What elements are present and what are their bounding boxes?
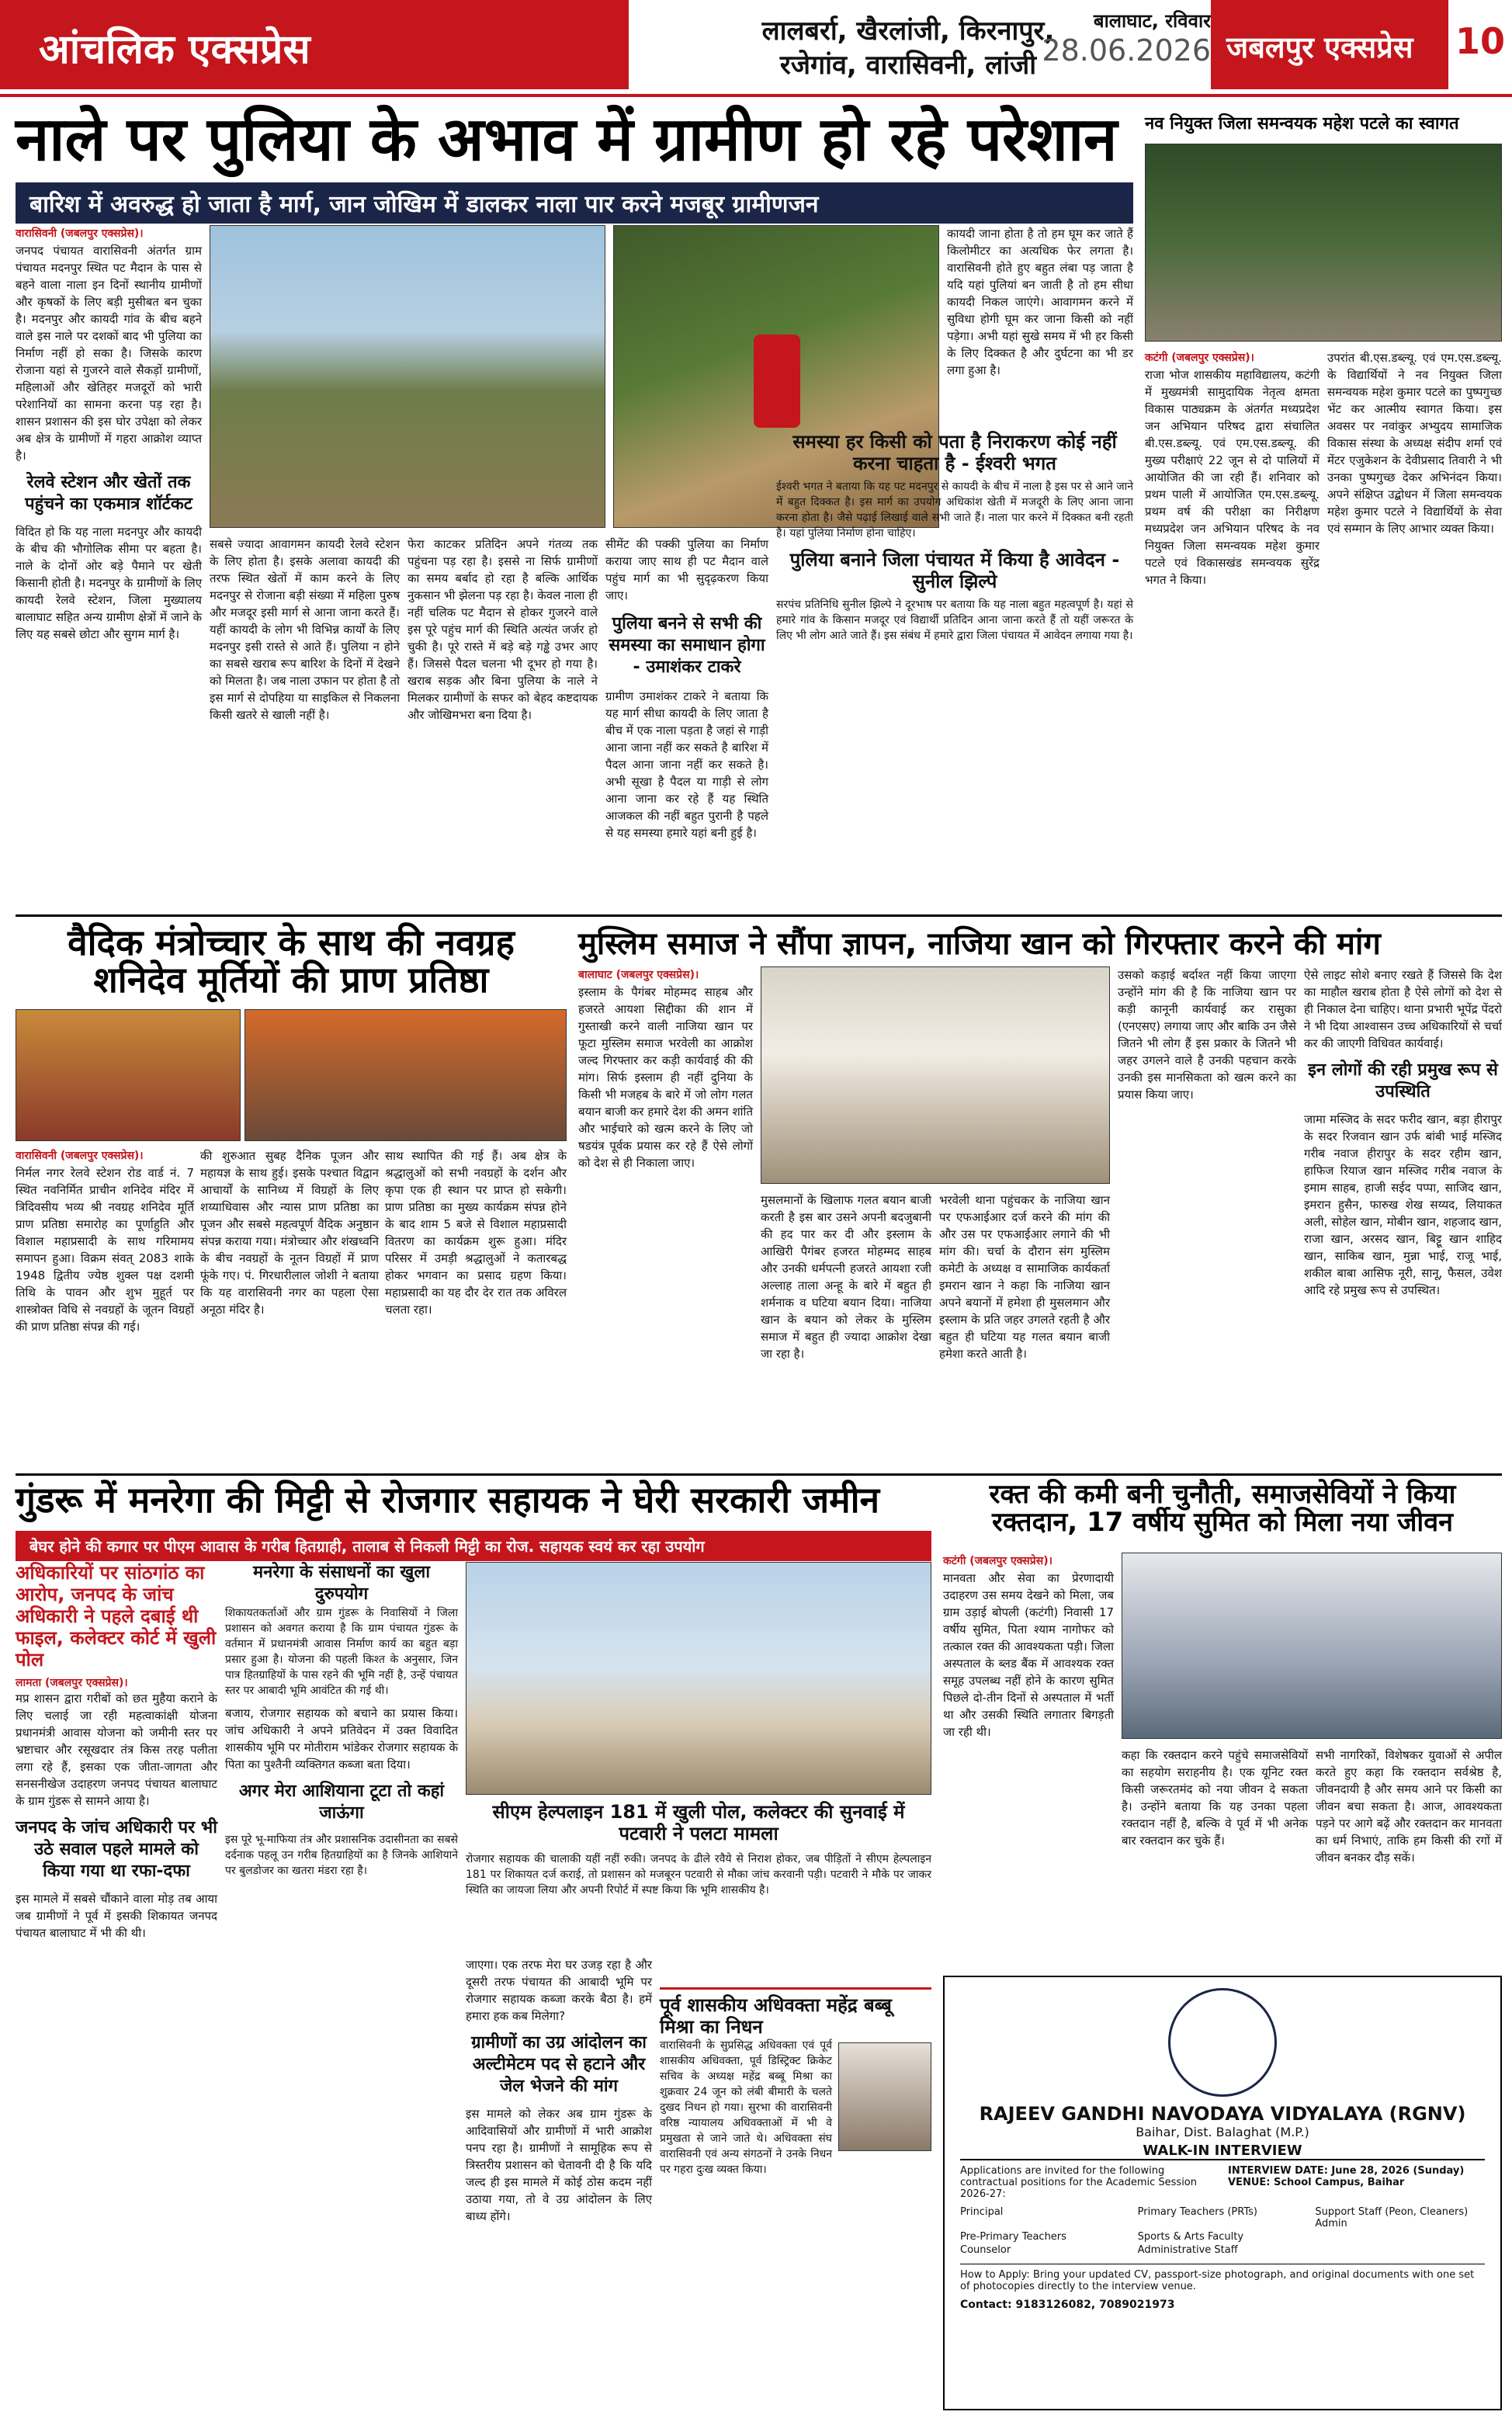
- welcome-body-1: राजा भोज शासकीय महाविद्यालय, कटंगी में मुख्यमंत्री सामुदायिक नेतृत्व क्षमता विकास पाठ्यक्रम के अंतर्गत मध्यप्रदेश जन अभियान परिषद द्वारा संचालित बी.एस.डब्ल्यू. एवं एम.एस.डब्ल्यू. की मुख्य परीक्षाएं 22 जून से दो पालियों में आयोजित की जा रही हैं। शनिवार को प्रथम पाली में आयोजित एम.एस.डब्ल्यू. प्रथम वर्ष की परीक्षा का निरीक्षण मध्यप्रदेश जन अभियान परिषद के नव नियुक्त जिला समन्वयक महेश कुमार पटले एवं विकासखंड समन्वयक सुरेंद्र भगत ने किया।: [1145, 368, 1320, 587]
- ad-info-row: [960, 2165, 1485, 2200]
- story1-column-4-group: [605, 536, 768, 841]
- section-divider: [16, 914, 1502, 917]
- shani-headline-line-1: वैदिक मंत्रोच्चार के साथ की नवग्रह: [68, 921, 515, 963]
- gundru-photo: [466, 1562, 931, 1795]
- shani-headline-line-2: शनिदेव मूर्तियों की प्राण प्रतिष्ठा: [93, 959, 489, 1001]
- ad-positions-list: [960, 2206, 1485, 2256]
- ad-contact: Contact: 9183126082, 7089021973: [960, 2299, 1175, 2311]
- ad-position: Primary Teachers (PRTs): [1137, 2206, 1257, 2218]
- gundru-column-1: [16, 1562, 217, 1941]
- gundru-col2-heading: मनरेगा के संसाधनों का खुला दुरुपयोग: [252, 1563, 431, 1604]
- issue-date: 28.06.2026: [1042, 33, 1211, 68]
- muslim-column-1: [578, 966, 753, 1171]
- ad-interview-date: INTERVIEW DATE: June 28, 2026 (Sunday): [1228, 2165, 1465, 2177]
- gundru-body-3: जाएगा। एक तरफ मेरा घर उजड़ रहा है और दूसरी तरफ पंचायत की आबादी भूमि पर रोजगार सहायक कब्जा करके बैठा है। हमें हमारा हक कब मिलेगा?: [466, 1958, 652, 2023]
- gundru-photo-caption: सीएम हेल्पलाइन 181 में खुली पोल, कलेक्टर की सुनवाई में पटवारी ने पलटा मामला: [492, 1801, 905, 1844]
- gundru-column-2: [225, 1562, 458, 1879]
- ad-position: Administrative Staff: [1137, 2244, 1238, 2256]
- story1-column-3: फेरा काटकर प्रतिदिन अपने गंतव्य तक पहुंचना पड़ रहा है। इससे ना सिर्फ ग्रामीणों का समय बर्बाद हो रहा है बल्कि आर्थिक नुकसान भी झेलना पड़ रहा है। केवल नाला ही नहीं चलिक पट मैदान से होकर गुजरने वाले इस पूरे पहुंच मार्ग की स्थिति अत्यंत जर्जर हो चुकी है। पूरे रास्ते में बड़े बड़े गड्ढे उभर आए हैं। जिससे पैदल चलना भी दूभर हो गया है। खराब सड़क और बिना पुलिया के नाले ने मिलकर ग्रामीणों के सफर को बेहद कष्टदायक और जोखिमभरा बना दिया है।: [407, 537, 598, 722]
- story1-box-2: [776, 431, 1133, 644]
- shani-photo-1: [16, 1009, 241, 1141]
- welcome-headline: नव नियुक्त जिला समन्वयक महेश पटले का स्वागत: [1145, 114, 1459, 134]
- ad-position: Support Staff (Peon, Cleaners) Admin: [1315, 2206, 1469, 2229]
- story1-subhead: बारिश में अवरुद्ध हो जाता है मार्ग, जान जोखिम में डालकर नाला पार करने मजबूर ग्रामीणजन: [16, 182, 1133, 224]
- muslim-subheading: इन लोगों की रही प्रमुख रूप से उपस्थिति: [1308, 1060, 1498, 1102]
- blood-body-1: मानवता और सेवा का प्रेरणादायी उदाहरण उस समय देखने को मिला, जब ग्राम उड़ाई बोपली (कटंगी) निवासी 17 वर्षीय सुमित, पिता श्याम नागोफर को तत्काल रक्त की आवश्यकता पड़ी। जिला अस्पताल के ब्लड बैंक में आवश्यक रक्त समूह उपलब्ध नहीं होने के कारण सुमित पिछले दो-तीन दिनों से अस्पताल में भर्ती था और उसकी स्थिति लगातार बिगड़ती जा रही थी।: [943, 1571, 1114, 1739]
- story1-column-5: कायदी जाना होता है तो हम घूम कर जाते हैं किलोमीटर का अत्यधिक फेर लगता है। वारासिवनी होते हुए बहुत लंबा पड़ जाता है यदि यहां पुलियां बन जाती है तो हम सीधा कायदी निकल जाएंगे। आवागमन करने में सुविधा होगी घूम कर जाना किसी को नहीं पड़ेगा। अभी यहां सुखे समय में भी हर किसी के लिए दिक्कत है और दुर्घटना का भी डर लगा हुआ है।: [947, 227, 1133, 377]
- shani-photo-2: [244, 1009, 567, 1141]
- obituary-photo: [838, 2042, 931, 2151]
- story1-subheading: रेलवे स्टेशन और खेतों तक पहुंचने का एकमात्र शॉर्टकट: [25, 473, 192, 514]
- box1-body: ग्रामीण उमाशंकर टाकरे ने बताया कि यह मार्ग सीधा कायदी के लिए जाता है बीच में एक नाला पड़ता है जहां से गाड़ी आना जाना नहीं कर सकते है बारिश में पैदल आना जाना नहीं कर सकते है। अभी सूखा है पैदल या गाड़ी से लोग आना जाना कर रहे हैं यह स्थिति आजकल की नहीं बहुत पुरानी है पहले से यह समस्या हमारे यहां बनी हुई है।: [605, 689, 768, 840]
- blood-column-3: सभी नागरिकों, विशेषकर युवाओं से अपील करते हुए कहा कि रक्तदान सर्वश्रेष्ठ है, जीवनदायी है और समय आने पर किसी का जीवन बचा सकता है। आज, आवश्यकता पड़ने पर आगे बढ़ें और रक्तदान कर मानवता का धर्म निभाएं, ताकि हम किसी की रगों में जीवन बनकर दौड़ सकें।: [1316, 1748, 1502, 1865]
- dateline-city: बालाघाट, रविवार: [1093, 10, 1211, 32]
- box1-heading: पुलिया बनने से सभी की समस्या का समाधान होगा - उमाशंकर टाकरे: [609, 614, 765, 677]
- box2-body: ईश्वरी भगत ने बताया कि यह पट मदनपुर से कायदी के बीच में नाला है इस पर से आने जाने में बहुत दिक्कत है। इस मार्ग का उपयोग अधिकांश खेती में मजदूरी के लिए आना जाना करना होता है। जैसे पढ़ाई लिखाई वाले सभी जाते हैं। नाला पार करने में दिक्कत बनी रहती है। यहां पुलिया निर्माण होना चाहिए।: [776, 481, 1133, 540]
- shani-column-1: [16, 1147, 194, 1335]
- ad-title: WALK-IN INTERVIEW: [960, 2143, 1485, 2160]
- gundru-body-3b: इस मामले को लेकर अब ग्राम गुंडरू के आदिवासियों और ग्रामीणों में भारी आक्रोश पनप रहा है। ग्रामीणों ने सामूहिक रूप से त्रिस्तरीय प्रशासन को चेतावनी दी है कि यदि जल्द ही इस मामले में कोई ठोस कदम नहीं उठाया गया, तो वे उग्र आंदोलन के लिए बाध्य होंगे।: [466, 2107, 652, 2223]
- blood-headline-line-1: रक्त की कमी बनी चुनौती, समाजसेवियों ने किया: [989, 1479, 1456, 1510]
- section-title: आंचलिक एक्सप्रेस: [0, 0, 629, 89]
- shani-dateline: वारासिवनी (जबलपुर एक्सप्रेस)।: [16, 1150, 144, 1162]
- gundru-subheading-2: अगर मेरा आशियाना टूटा तो कहां जाऊंगा: [238, 1782, 445, 1823]
- gundru-subheading-1: जनपद के जांच अधिकारी पर भी उठे सवाल पहले मामले को किया गया था रफा-दफा: [16, 1818, 217, 1881]
- obituary-box: [660, 1987, 931, 2177]
- date-block: [1009, 8, 1211, 68]
- muslim-column-3: भरवेली थाना पहुंचकर के नाजिया खान पर एफआईआर दर्ज करने की मांग की और उस पर एफआईआर लगाने की भी मांग की। चर्चा के दौरान संग मुस्लिम कमेटी के अध्यक्ष व सामाजिक कार्यकर्ता इमरान खान ने कहा कि नाजिया खान अपने बयानों में हमेशा ही मुसलमान और इस्लाम के प्रति जहर उगलते रहती है और बहुत ही घटिया यह गलत बयान बाजी हमेशा करते आती है।: [939, 1193, 1110, 1361]
- box3-body: सरपंच प्रतिनिधि सुनील झिल्पे ने दूरभाष पर बताया कि यह नाला बहुत महत्वपूर्ण है। यहां से हमारे गांव के किसान मजदूर एवं विद्यार्थी प्रतिदिन आना जाना करते हैं तो यहीं जरूरत के लिए भी लोग आते जाते हैं। इस संबंध में हमारे द्वारा जिला पंचायत में आवेदन लगाया गया है।: [776, 599, 1133, 642]
- ad-address: Baihar, Dist. Balaghat (M.P.): [1136, 2125, 1309, 2139]
- ad-schedule: [1228, 2165, 1485, 2200]
- blood-headline: [943, 1481, 1502, 1536]
- section-divider-2: [16, 1473, 1502, 1476]
- page-number: 10: [1445, 0, 1512, 89]
- gundru-body-1: मप्र शासन द्वारा गरीबों को छत मुहैया कराने के लिए चलाई जा रही महत्वाकांक्षी योजना प्रधानमंत्री आवास योजना को जमीनी स्तर पर भ्रष्टाचार और रसूखदार तंत्र किस तरह पलीता लगा रहे हैं, इसका एक जीता-जागता और सनसनीखेज उदाहरण जनपद पंचायत बालाघाट के ग्राम गुंडरू से सामने आया है।: [16, 1692, 217, 1808]
- muslim-column-5: [1304, 966, 1502, 1299]
- ad-position: Principal: [960, 2206, 1004, 2218]
- obituary-headline: पूर्व शासकीय अधिवक्ता महेंद्र बब्बू मिश्रा का निधन: [660, 1994, 892, 2038]
- welcome-column-2: उपरांत बी.एस.डब्ल्यू. एवं एम.एस.डब्ल्यू. के विद्यार्थियों ने नव नियुक्त जिला समन्वयक महेश कुमार पटले का पुष्पगुच्छ भेंट कर आत्मीय स्वागत किया। इस अवसर पर नवांकुर अभ्युदय सामाजिक विकास संस्था के अध्यक्ष संदीप शर्मा एवं मेंटर एजुकेशन के देवीप्रसाद तिवारी ने भी उनका पुष्पगुच्छ देकर अभिनंदन किया। अपने संक्षिप्त उद्बोधन में जिला समन्वयक महेश कुमार पटले ने विद्यार्थियों के सेवा एवं सम्मान के लिए आभार व्यक्त किया।: [1327, 351, 1502, 536]
- places-line-2: रजेगांव, वारासिवनी, लांजी: [779, 50, 1037, 81]
- shani-column-3: साथ स्थापित की गई हैं। अब क्षेत्र के श्रद्धालुओं को सभी नवग्रहों के दर्शन और कृपा एक ही स्थान पर प्राप्त हो सकेगी। प्राण प्रतिष्ठा का मुख्य कार्यक्रम संपन्न होने के बाद शाम 5 बजे से विशाल महाप्रसादी वितरण का कार्यक्रम शुरू हुआ। मंदिर परिसर में उमड़ी श्रद्धालुओं ने कतारबद्ध होकर भगवान का प्रसाद ग्रहण किया। महाप्रसादी का यह दौर देर रात तक अविरल चलता रहा।: [385, 1149, 567, 1317]
- shani-headline: [16, 921, 567, 1001]
- ad-school-name: RAJEEV GANDHI NAVODAYA VIDYALAYA (RGNV): [979, 2103, 1466, 2125]
- gundru-box-heading: अधिकारियों पर सांठगांठ का आरोप, जनपद के जांच अधिकारी ने पहले दबाई थी फाइल, कलेक्टर कोर्ट में खुली पोल: [16, 1562, 217, 1671]
- blood-headline-line-2: रक्तदान, 17 वर्षीय सुमित को मिला नया जीवन: [991, 1506, 1454, 1538]
- welcome-column-1: [1145, 349, 1320, 588]
- muslim-column-2: मुसलमानों के खिलाफ गलत बयान बाजी करती है इस बार उसने अपनी बदजुबानी की हद पार कर दी और इस्लाम के आखिरी पैगंबर हजरत मोहम्मद साहब और उनकी धर्मपत्नी हजरते आयशा रजी अल्लाह ताला अन्हू के बारे में बहुत ही शर्मनाक व घटिया बयान दिया। नाजिया खान के बयान को लेकर के मुस्लिम समाज में बहुत ही ज्यादा आक्रोश देखा जा रहा है।: [761, 1193, 931, 1361]
- ad-venue: VENUE: School Campus, Baihar: [1228, 2177, 1405, 2188]
- muslim-column-4: उसको कड़ाई बर्दाश्त नहीं किया जाएगा उन्होंने मांग की है कि नाजिया खान पर कड़ी कानूनी कार्यवाई कर रासुका (एनएसए) लगाया जाए और बाकि उन जैसे जितने भी लोग हैं इस प्रकार के जितने भी जहर उगलने वाले है उनकी पहचान करके उनकी इस मानसिकता को खत्म करने का प्रयास किया जाए।: [1118, 968, 1296, 1102]
- welcome-dateline: कटंगी (जबलपुर एक्सप्रेस)।: [1145, 352, 1254, 364]
- muslim-headline: मुस्लिम समाज ने सौंपा ज्ञापन, नाजिया खान को गिरफ्तार करने की मांग: [578, 926, 1381, 962]
- gundru-body-2c: इस पूरे भू-माफिया तंत्र और प्रशासनिक उदासीनता का सबसे दर्दनाक पहलू उन गरीब हितग्राहियों का है जिनके आशियाने पर बुलडोजर का खतरा मंडरा रहा है।: [225, 1834, 458, 1877]
- shani-column-2: की शुरुआत सुबह दैनिक पूजन और महायज्ञ के साथ हुई। इसके पश्चात विद्वान आचार्यों के सानिध्य में विग्रहों के लिए शय्याधिवास और न्यास प्राण प्रतिष्ठा का पूजन और सबसे महत्वपूर्ण वैदिक अनुष्ठान संपन्न कराया गया। मंत्रोच्चार और शंखध्वनि के बीच नवग्रहों के नूतन विग्रहों में प्राण फूंके गए। पं. गिरधारीलाल जोशी ने बताया कि यह वारासिवनी नगर का पहला ऐसा अनूठा मंदिर है।: [200, 1149, 379, 1317]
- story1-column-4: सीमेंट की पक्की पुलिया का निर्माण कराया जाए साथ ही पट मैदान वाले पहुंच मार्ग का भी सुदृढ़करण किया जाए।: [605, 537, 768, 602]
- blood-column-1: [943, 1553, 1114, 1740]
- blood-photo: [1122, 1553, 1502, 1739]
- paper-name: जबलपुर एक्सप्रेस: [1226, 30, 1413, 64]
- muslim-attendees: जामा मस्जिद के सदर फरीद खान, बड़ा हीरापुर के सदर रिजवान खान उर्फ बांबी भाई मस्जिद गरीब नवाज हीरापुर के सदर रहीम खान, हाफिज रियाज खान मस्जिद गरीब नवाज के इमाम साहब, हाजी सईद पप्पा, साजिद खान, इमरान हुसैन, फारुख शेख सय्यद, लियाकत अली, सोहेल खान, मोबीन खान, शहजाद खान, राजा खान, अरसद खान, बिट्टू खान शाहिद खान, साकिब खान, मुन्ना भाई, राजू भाई, शकील बाबा आसिफ नूरी, सानू, फैसल, उवेश आदि रहे प्रमुख रूप से उपस्थित।: [1304, 1112, 1502, 1297]
- story1-headline: नाले पर पुलिया के अभाव में ग्रामीण हो रहे परेशान: [16, 105, 1118, 175]
- school-emblem-icon: [1168, 1988, 1277, 2097]
- ad-how-to-apply: How to Apply: Bring your updated CV, passport-size photograph, and original documents with one set of photocopies directly to the interview venue.: [960, 2264, 1485, 2292]
- story1-body-2: विदित हो कि यह नाला मदनपुर और कायदी के बीच की भौगोलिक सीमा पर बहता है। नाले के दोनों ओर बड़े पैमाने पर खेती किसानी होती है। मदनपुर के ग्रामीणों के लिए कायदी रेलवे स्टेशन, जिला मुख्यालय बालाघाट सहित अन्य ग्रामीण क्षेत्रों में जाने के लिए यह सबसे छोटा और सुगम मार्ग है।: [16, 525, 202, 641]
- ad-position: Sports & Arts Faculty: [1137, 2231, 1244, 2243]
- story1-column-1: [16, 225, 202, 643]
- blood-column-2: कहा कि रक्तदान करने पहुंचे समाजसेवियों का सहयोग सराहनीय है। एक यूनिट रक्त किसी जरूरतमंद को नया जीवन दे सकता है। उन्होंने बताया कि यह उनका पहला रक्तदान नहीं है, बल्कि वे पूर्व में भी अनेक बार रक्तदान कर चुके हैं।: [1122, 1748, 1308, 1848]
- muslim-photo: [761, 966, 1110, 1184]
- welcome-photo: [1145, 144, 1502, 342]
- gundru-body-2b: बजाय, रोजगार सहायक को बचाने का प्रयास किया। जांच अधिकारी ने अपने प्रतिवेदन में उक्त विवादित शासकीय भूमि पर मोतीराम भांडेकर रोजगार सहायक के पिता का पुश्तैनी व्यक्तिगत कब्जा बता दिया।: [225, 1706, 458, 1771]
- ad-position: Pre-Primary Teachers: [960, 2231, 1066, 2243]
- gundru-body-1b: इस मामले में सबसे चौंकाने वाला मोड़ तब आया जब ग्रामीणों ने पूर्व में इसकी शिकायत जनपद पंचायत बालाघाट में भी की थी।: [16, 1892, 217, 1940]
- gundru-subhead: बेघर होने की कगार पर पीएम आवास के गरीब हितग्राही, तालाब से निकली मिट्टी का रोज. सहायक स्वयं कर रहा उपयोग: [16, 1531, 931, 1561]
- gundru-body-2: शिकायतकर्ताओं और ग्राम गुंडरू के निवासियों ने जिला प्रशासन को अवगत कराया है कि ग्राम पंचायत गुंडरू के वर्तमान में प्रधानमंत्री आवास निर्माण कार्य का बहुत बड़ा प्रसार हुआ है। योजना की पहली किश्त के अनुसार, जिन पात्र हितग्राहियों के पास रहने की भूमि नहीं है, उन्हें पंचायत स्तर पर आबादी भूमि आवंटित की गई थी।: [225, 1607, 458, 1697]
- gundru-col3-heading: ग्रामीणों का उग्र आंदोलन का अल्टीमेटम पद से हटाने और जेल भेजने की मांग: [471, 2033, 647, 2096]
- muslim-body-1: इस्लाम के पैगंबर मोहम्मद साहब और हजरते आयशा सिद्दीका की शान में गुस्ताखी करने वाली नाजिया खान पर फूटा मुस्लिम समाज भरवेली का आक्रोश जल्द गिरफ्तार कर कड़ी कार्यवाई की की मांग। सिर्फ इस्लाम ही नहीं दुनिया के किसी भी मजहब के बारे में जो लोग गलत बयान बाजी कर हमारे देश की अमन शांति और भाईचारे को खत्म करने के लिए जो षडयंत्र पूर्वक प्रयास कर रहे हैं ऐसे लोगों को देश से ही निकाला जाए।: [578, 985, 753, 1170]
- story1-column-2: सबसे ज्यादा आवागमन कायदी रेलवे स्टेशन के लिए होता है। इसके अलावा कायदी की तरफ स्थित खेतों में काम करने के लिए मदनपुर से रोजाना बड़ी संख्या में महिला पुरुष और मजदूर इसी मार्ग से आना जाना करते हैं। यहीं कायदी के लोग भी विभिन्न कार्यों के लिए मदनपुर इसी रास्ते से आते हैं। पुलिया न होने का सबसे खराब रूप बारिश के दिनों में देखने को मिलता है। जब नाला उफान पर होता है तो इस मार्ग से दोपहिया या साइकिल से निकलना किसी खतरे से खाली नहीं है।: [210, 537, 400, 722]
- story1-dateline: वारासिवनी (जबलपुर एक्सप्रेस)।: [16, 227, 144, 240]
- ad-position: Counselor: [960, 2244, 1011, 2256]
- blood-dateline: कटंगी (जबलपुर एक्सप्रेस)।: [943, 1555, 1053, 1567]
- muslim-dateline: बालाघाट (जबलपुर एक्सप्रेस)।: [578, 969, 699, 981]
- obituary-body: वारासिवनी के सुप्रसिद्ध अधिवक्ता एवं पूर्व शासकीय अधिवक्ता, पूर्व डिस्ट्रिक्ट क्रिकेट सचिव के अध्यक्ष महेंद्र बब्बू मिश्रा का शुक्रवार 24 जून को लंबी बीमारी के चलते दुखद निधन हो गया। सुरभा की वारासिवनी वरिष्ठ न्यायालय अधिवक्ताओं में भी वे प्रमुखता से जाने जाते थे। अधिवक्ता संघ वारासिवनी एवं अन्य संगठनों ने उनके निधन पर गहरा दुःख व्यक्त किया।: [660, 2039, 832, 2176]
- places-line-1: लालबर्रा, खैरलांजी, किरनापुर,: [761, 16, 1055, 47]
- gundru-dateline: लामता (जबलपुर एक्सप्रेस)।: [16, 1677, 128, 1689]
- gundru-column-3: [466, 1956, 652, 2225]
- box2-heading: समस्या हर किसी को पता है निराकरण कोई नहीं करना चाहता है - ईश्वरी भगत: [792, 431, 1117, 474]
- ad-walk-in-interview: [943, 1976, 1502, 2410]
- ad-intro: Applications are invited for the following contractual positions for the Academic Session 2026-27:: [960, 2165, 1197, 2200]
- gundru-caption-body: रोजगार सहायक की चालाकी यहीं नहीं रुकी। जनपद के ढीले रवैये से निराश होकर, जब पीड़ितों ने सीएम हेल्पलाइन 181 पर शिकायत दर्ज कराई, तो प्रशासन को मजबूरन पटवारी से मौका जांच करवानी पड़ी। पटवारी ने मौके पर जाकर स्थिति का जायजा लिया और अपनी रिपोर्ट में स्पष्ट किया कि भूमि शासकीय है।: [466, 1853, 931, 1896]
- rider-figure: [754, 335, 800, 428]
- box3-heading: पुलिया बनाने जिला पंचायत में किया है आवेदन - सुनील झिल्पे: [789, 549, 1120, 592]
- story1-body: जनपद पंचायत वारासिवनी अंतर्गत ग्राम पंचायत मदनपुर स्थित पट मैदान के पास से बहने वाला नाला इन दिनों स्थानीय ग्रामीणों और कृषकों के लिए बड़ी मुसीबत बन चुका है। मदनपुर और कायदी गांव के बीच बहने वाले इस नाले पर दशकों बाद भी पुलिया का निर्माण नहीं हो सका है। जिसके कारण रोजाना यहां से गुजरने वाले सैकड़ों ग्रामीणों, महिलाओं और खेतिहर मजदूरों को भारी परेशानियों का सामना करना पड़ रहा है। शासन प्रशासन की इस घोर उपेक्षा को लेकर अब क्षेत्र के ग्रामीणों में गहरा आक्रोश व्याप्त है।: [16, 244, 202, 463]
- muslim-body-5: ऐसे लाइट सोशे बनाए रखते हैं जिससे कि देश का माहौल खराब होता है ऐसे लोगों को देश से ही निकाल देना चाहिए। थाना प्रभारी भूपेंद्र पेंदरो ने भी दिया आश्वासन उच्च अधिकारियों से चर्चा कर की जाएगी विधिवत कार्यवाई।: [1304, 968, 1502, 1050]
- shani-body-1: निर्मल नगर रेलवे स्टेशन रोड वार्ड नं. 7 स्थित नवनिर्मित प्राचीन शनिदेव मंदिर में त्रिदिवसीय भव्य श्री नवग्रह शनिदेव मूर्ति प्राण प्रतिष्ठा समारोह का पूर्णाहुति और विशाल महाप्रसादी के साथ गरिमामय समापन हुआ। विक्रम संवत् 2083 शाके 1948 द्वितीय ज्येष्ठ शुक्ल पक्ष दशमी तिथि के पावन और शुभ मुहूर्त पर शास्त्रोक्त विधि से नवग्रहों के जूतन विग्रहों की प्राण प्रतिष्ठा संपन्न की गई।: [16, 1166, 194, 1334]
- paper-name-block: [1211, 0, 1512, 89]
- story1-photo-field: [210, 225, 605, 528]
- gundru-headline: गुंडरू में मनरेगा की मिट्टी से रोजगार सहायक ने घेरी सरकारी जमीन: [16, 1479, 880, 1521]
